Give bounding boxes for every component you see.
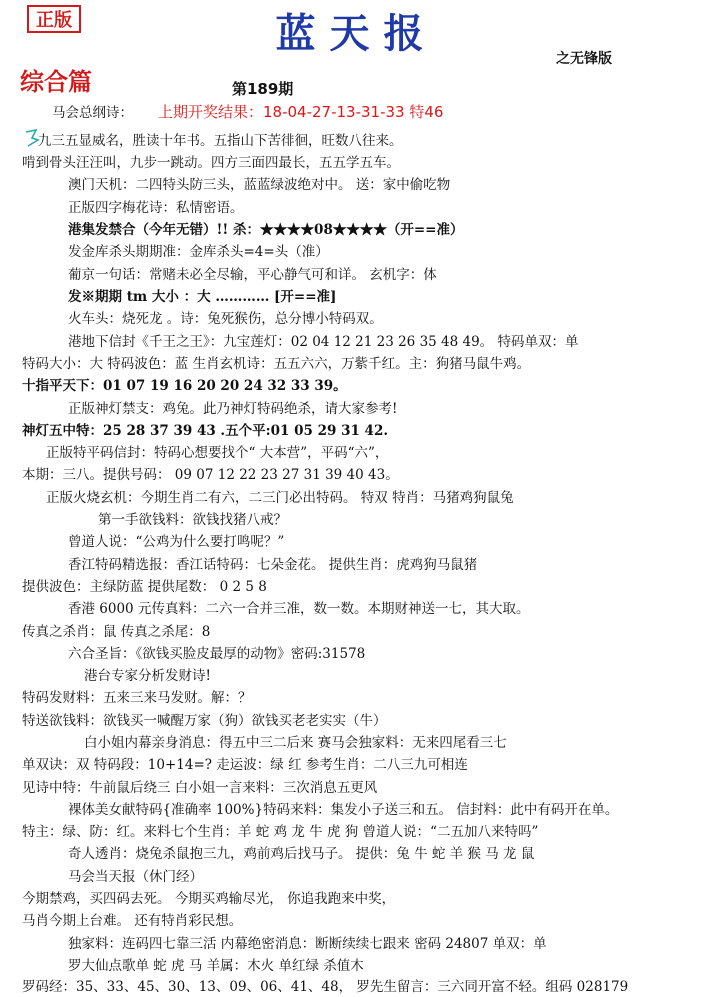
text-line: 啃到骨头汪汪叫，九步一跳动。四方三面四最长，五五学五车。 xyxy=(22,155,400,171)
text-line: 传真之杀肖：鼠 传真之杀尾：8 xyxy=(22,624,211,640)
text-line: 港台专家分析发财诗! xyxy=(84,668,211,684)
text-line: 单双诀：双 特码段：10+14=? 走运波：绿 红 参考生肖：二八三九可相连 xyxy=(22,757,468,773)
text-line: 罗大仙点歌单 蛇 虎 马 羊属：木火 单红绿 杀值木 xyxy=(68,958,364,974)
text-line: 特码大小：大 特码波色：蓝 生肖玄机诗：五五六六，万紫千红。主：狗猪马鼠牛鸡。 xyxy=(22,356,531,372)
text-line: 裸体美女献特码{准确率 100%}特码来料：集发小子送三和五。 信封料：此中有码开在单。 xyxy=(68,802,619,818)
text-line: 本期：三八。提供号码： 09 07 12 22 23 27 31 39 40 43。 xyxy=(22,467,399,483)
text-line: 火车头：烧死龙 。诗：兔死猴伤，总分博小特码双。 xyxy=(68,311,383,327)
text-line: 港地下信封《千王之王》：九宝莲灯：02 04 12 21 23 26 35 48 49。 特码单双：单 xyxy=(68,334,579,350)
lead-label: 马会总纲诗： xyxy=(52,105,133,121)
text-line: 特送欲钱料：欲钱买一喊醒万家（狗）欲钱买老老实实（牛） xyxy=(22,713,387,729)
text-line: 香港 6000 元传真料：二六一合并三准，数一数。本期财神送一七，其大取。 xyxy=(68,601,530,617)
text-line: 提供波色：主绿防蓝 提供尾数： 0 2 5 8 xyxy=(22,579,267,595)
text-line: 澳门天机：二四特头防三头，蓝蓝绿波绝对中。 送：家中偷吃物 xyxy=(68,177,451,193)
text-line: 见诗中特：牛前鼠后绕三 白小姐一言来料：三次消息五更风 xyxy=(22,780,378,796)
last-results: 上期开奖结果：18-04-27-13-31-33 特46 xyxy=(158,103,444,121)
text-line: 正版特平码信封：特码心想要找个“ 大本营”，平码“六”， xyxy=(46,445,389,461)
text-line: 罗码经：35、33、45、30、13、09、06、41、48， 罗先生留言：三六同开富不轻。组码 028179 xyxy=(22,979,629,995)
text-line: 六合圣旨：《欲钱买脸皮最厚的动物》密码:31578 xyxy=(68,646,366,662)
text-line: 九三五显威名，胜读十年书。五指山下苦徘徊，旺数八往来。 xyxy=(38,133,403,149)
text-line: 马会当天报（休门经） xyxy=(68,869,203,885)
text-line: 正版神灯禁支：鸡兔。此乃神灯特码绝杀，请大家参考! xyxy=(68,401,398,417)
text-line: 奇人透肖：烧兔杀鼠抱三九，鸡前鸡后找马子。 提供：兔 牛 蛇 羊 猴 马 龙 鼠 xyxy=(68,846,535,862)
text-line: 神灯五中特：25 28 37 39 43 .五个平:01 05 29 31 42. xyxy=(22,423,389,439)
text-line: 马肖今期上台难。 还有特肖彩民想。 xyxy=(22,913,243,929)
text-line: 今期禁鸡，买四码去死。 今期买鸡输尽光， 你追我跑来中奖， xyxy=(22,891,396,907)
text-line: 正版四字梅花诗：私情密语。 xyxy=(68,200,244,216)
text-line: 特主：绿、防：红。来料七个生肖：羊 蛇 鸡 龙 牛 虎 狗 曾道人说：“二五加八来特吗” xyxy=(22,824,539,840)
text-line: 第一手欲钱料：欲钱找猪八戒？ xyxy=(98,512,287,528)
text-line: 发※期期 tm 大小 ：大 ………… [开==准] xyxy=(68,289,337,305)
text-line: 正版火烧玄机：今期生肖二有六，二三门必出特码。 特双 特肖：马猪鸡狗鼠兔 xyxy=(46,490,514,506)
issue-number: 第189期 xyxy=(232,80,294,98)
text-line: 独家料：连码四七靠三活 内幕绝密消息：断断续续七跟来 密码 24807 单双：单 xyxy=(68,936,547,952)
edition-label: 之无锋版 xyxy=(556,51,612,67)
text-line: 特码发财料：五来三来马发财。解：？ xyxy=(22,690,252,706)
text-line: 曾道人说：“公鸡为什么要打鸣呢？” xyxy=(68,534,285,550)
section-title: 综合篇 xyxy=(20,67,92,96)
edition-badge: 正版 xyxy=(27,5,81,33)
text-line: 十指平天下：01 07 19 16 20 20 24 32 33 39。 xyxy=(22,378,347,394)
text-line: 发金库杀头期期准：金库杀头=4=头（准） xyxy=(68,244,329,260)
text-line: 白小姐内幕亲身消息：得五中三二后来 赛马会独家料：无来四尾看三七 xyxy=(84,735,507,751)
text-line: 港集发禁合（今年无错）!! 杀：★★★★08★★★★（开==准） xyxy=(68,222,464,238)
text-line: 葡京一句话：常赌未必全尽输，平心静气可和详。 玄机字：体 xyxy=(68,267,437,283)
text-line: 香江特码精选报：香江话特码：七朵金花。 提供生肖：虎鸡狗马鼠猪 xyxy=(68,557,478,573)
newspaper-title: 蓝天报 xyxy=(275,10,438,57)
